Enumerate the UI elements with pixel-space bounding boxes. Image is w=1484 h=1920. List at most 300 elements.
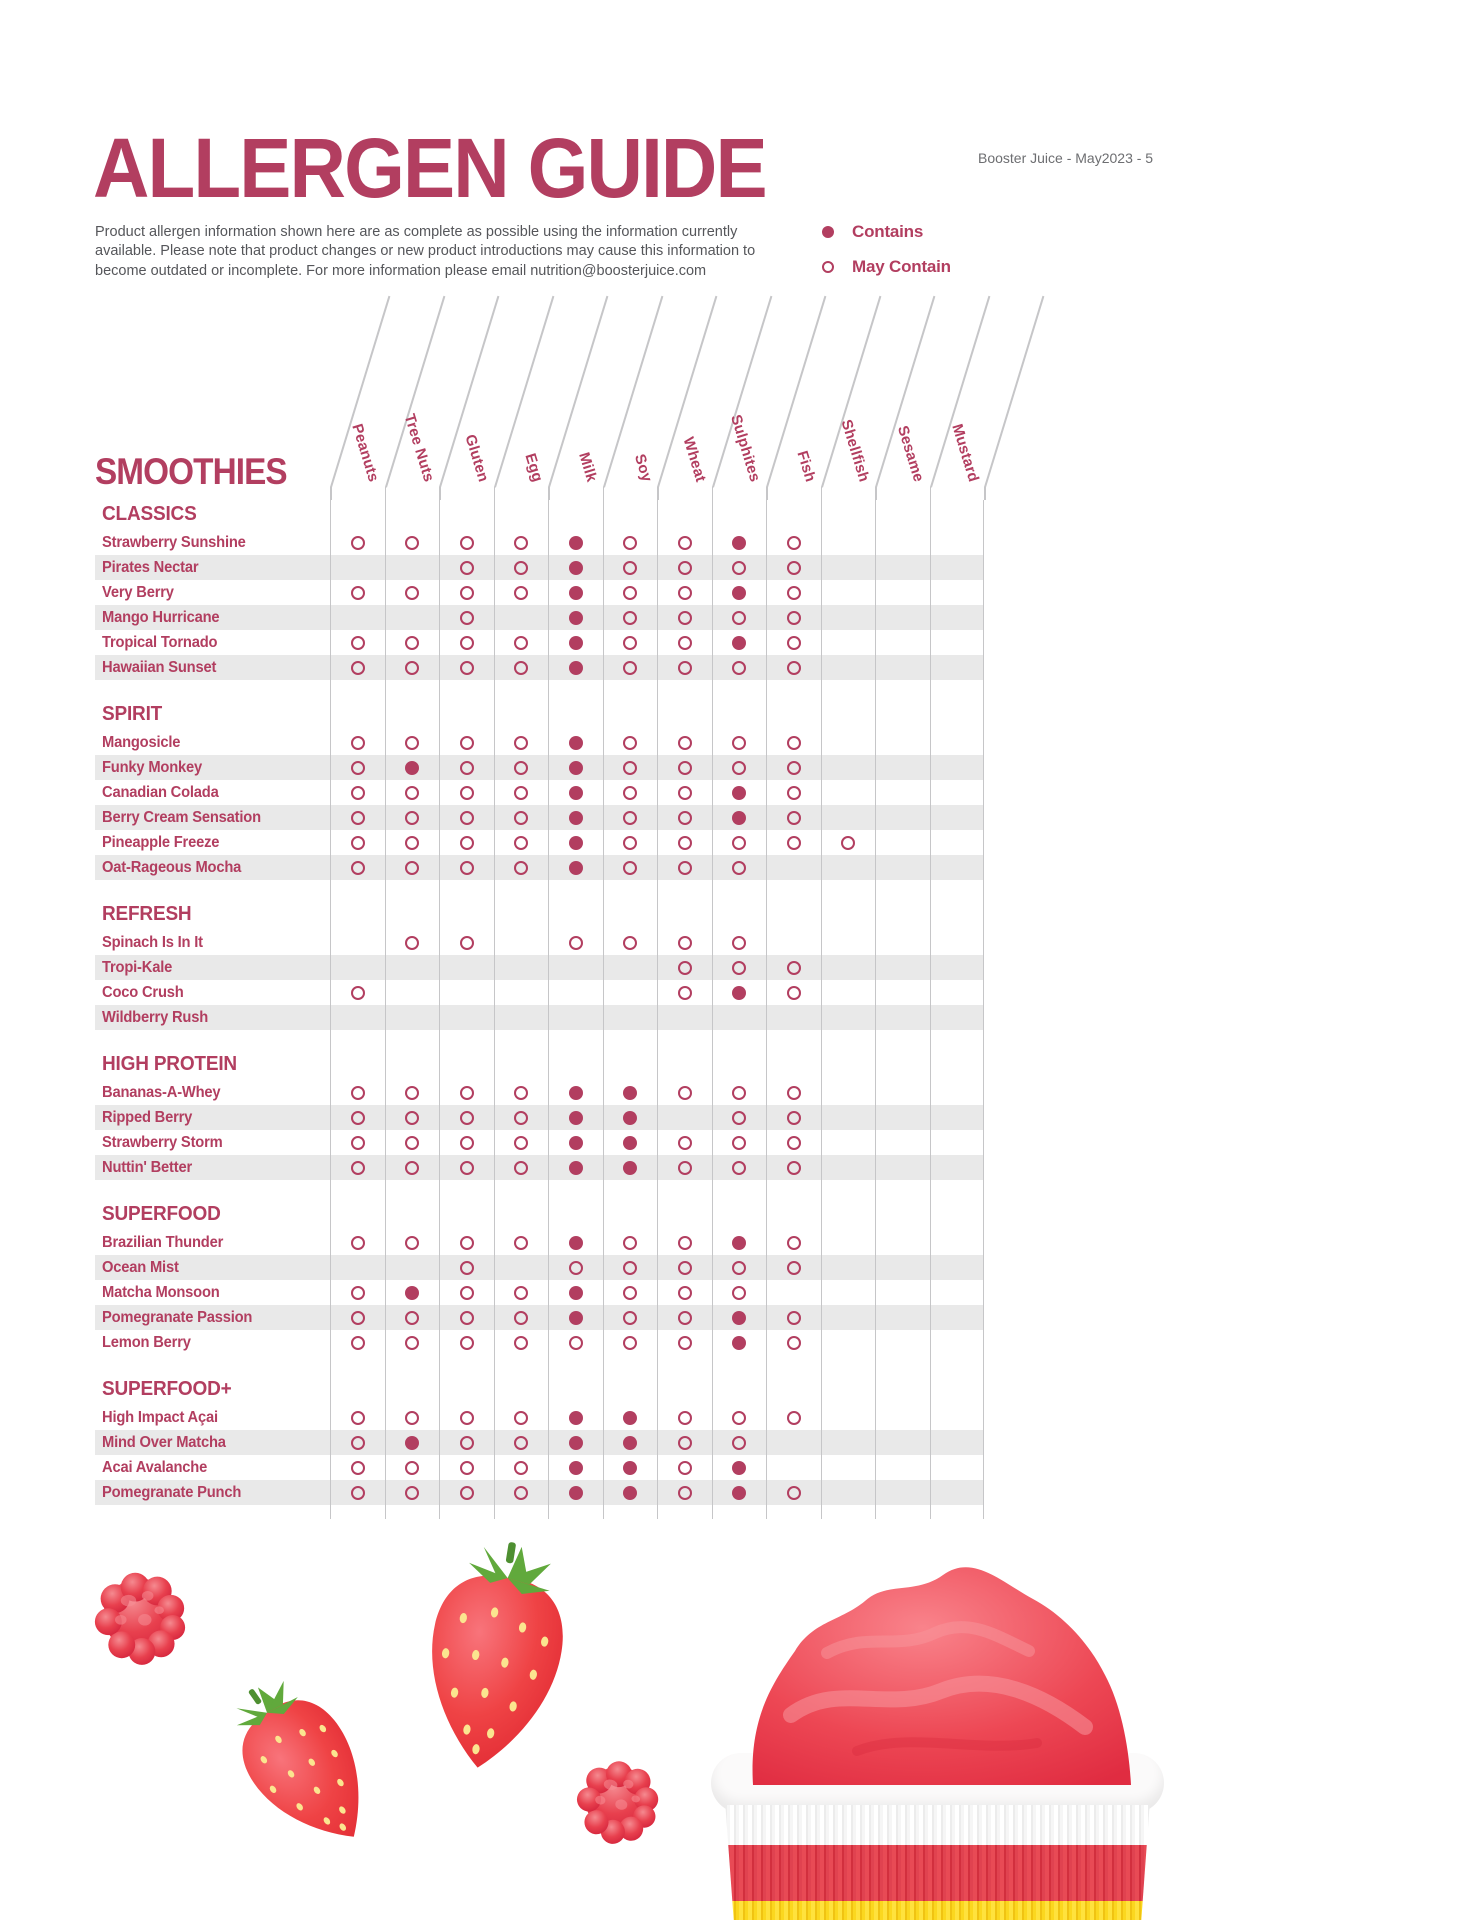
allergen-cell (330, 580, 385, 605)
allergen-cell (548, 1080, 603, 1105)
contains-icon (623, 1086, 637, 1100)
allergen-cell (930, 805, 985, 830)
allergen-cell (439, 755, 494, 780)
allergen-cell (385, 855, 440, 880)
may-contain-icon (787, 736, 801, 750)
row-label (95, 630, 330, 655)
item-name: Ripped Berry (102, 1108, 193, 1126)
allergen-cell (875, 680, 930, 730)
table-row (95, 1155, 984, 1180)
allergen-cell (330, 630, 385, 655)
allergen-cell (712, 980, 767, 1005)
allergen-cell (439, 1155, 494, 1180)
may-contain-icon (405, 861, 419, 875)
grid-line (385, 487, 387, 500)
legend-may-contain-label: May Contain (852, 257, 951, 276)
allergen-cell (930, 555, 985, 580)
allergen-cell (930, 1255, 985, 1280)
allergen-cell (494, 1255, 549, 1280)
allergen-cell (712, 1155, 767, 1180)
allergen-cell (821, 855, 876, 880)
allergen-cell (439, 1080, 494, 1105)
allergen-cell (875, 805, 930, 830)
allergen-cell (548, 730, 603, 755)
allergen-column-header (494, 285, 549, 500)
allergen-cell (930, 855, 985, 880)
row-label (95, 1105, 330, 1130)
may-contain-icon (678, 561, 692, 575)
allergen-cell (875, 630, 930, 655)
allergen-cell (875, 1230, 930, 1255)
may-contain-icon (405, 1486, 419, 1500)
allergen-cell (439, 830, 494, 855)
allergen-cell (548, 1030, 603, 1080)
allergen-cell (330, 1330, 385, 1355)
may-contain-icon (405, 1461, 419, 1475)
section-heading-label: SUPERFOOD+ (102, 1378, 232, 1400)
allergen-cell (330, 980, 385, 1005)
allergen-cell (712, 805, 767, 830)
may-contain-icon (460, 1486, 474, 1500)
may-contain-icon (514, 1436, 528, 1450)
may-contain-icon (787, 1411, 801, 1425)
may-contain-icon (460, 1411, 474, 1425)
allergen-cell (603, 1130, 658, 1155)
allergen-cell (603, 1005, 658, 1030)
allergen-cell (821, 1430, 876, 1455)
may-contain-icon (351, 986, 365, 1000)
allergen-cell (385, 1280, 440, 1305)
may-contain-icon (678, 961, 692, 975)
may-contain-icon (678, 1236, 692, 1250)
allergen-cell (712, 1255, 767, 1280)
allergen-cell (603, 830, 658, 855)
item-name: Hawaiian Sunset (102, 658, 217, 676)
allergen-cell (330, 955, 385, 980)
allergen-cell (821, 1005, 876, 1030)
section-heading-row (95, 500, 984, 530)
allergen-cell (385, 805, 440, 830)
allergen-cell (712, 655, 767, 680)
allergen-cell (875, 500, 930, 530)
allergen-cell (821, 780, 876, 805)
item-name: Brazilian Thunder (102, 1233, 224, 1251)
allergen-cell (930, 605, 985, 630)
item-name: Pomegranate Punch (102, 1483, 242, 1501)
allergen-cell (603, 980, 658, 1005)
row-label (95, 605, 330, 630)
allergen-cell (875, 755, 930, 780)
may-contain-icon (678, 786, 692, 800)
may-contain-icon (514, 1336, 528, 1350)
allergen-cell (821, 500, 876, 530)
allergen-cell (439, 980, 494, 1005)
allergen-cell (930, 655, 985, 680)
allergen-cell (548, 1180, 603, 1230)
allergen-cell (766, 730, 821, 755)
allergen-cell (494, 755, 549, 780)
allergen-cell (439, 1280, 494, 1305)
may-contain-icon (351, 1161, 365, 1175)
allergen-cell (930, 530, 985, 555)
allergen-cell (875, 730, 930, 755)
allergen-cell (603, 780, 658, 805)
allergen-cell (712, 855, 767, 880)
allergen-cell (439, 1030, 494, 1080)
section-heading-row (95, 680, 984, 730)
item-name: Nuttin' Better (102, 1158, 193, 1176)
allergen-cell (930, 980, 985, 1005)
allergen-cell (657, 880, 712, 930)
allergen-cell (821, 680, 876, 730)
allergen-cell (712, 1305, 767, 1330)
allergen-cell (766, 1255, 821, 1280)
allergen-cell (494, 1130, 549, 1155)
row-label (95, 530, 330, 555)
contains-icon (623, 1136, 637, 1150)
allergen-cell (385, 730, 440, 755)
allergen-cell (330, 1080, 385, 1105)
may-contain-icon (514, 636, 528, 650)
may-contain-icon (460, 536, 474, 550)
allergen-cell (821, 1155, 876, 1180)
allergen-cell (712, 630, 767, 655)
allergen-cell (603, 680, 658, 730)
allergen-column-header (930, 285, 985, 500)
row-label (95, 1455, 330, 1480)
contains-icon (732, 1461, 746, 1475)
may-contain-icon (623, 661, 637, 675)
section-heading (95, 680, 330, 730)
grid-line (657, 487, 659, 500)
allergen-cell (875, 955, 930, 980)
allergen-cell (875, 555, 930, 580)
cup-red-band (721, 1845, 1154, 1901)
may-contain-icon (405, 1136, 419, 1150)
row-label (95, 580, 330, 605)
allergen-cell (875, 980, 930, 1005)
may-contain-icon (405, 661, 419, 675)
allergen-cell (766, 655, 821, 680)
allergen-cell (712, 1505, 767, 1519)
allergen-cell (603, 855, 658, 880)
allergen-cell (766, 1030, 821, 1080)
item-name: Strawberry Sunshine (102, 533, 246, 551)
allergen-cell (548, 1455, 603, 1480)
allergen-cell (930, 630, 985, 655)
allergen-column-label: Gluten (461, 432, 492, 484)
contains-icon (569, 811, 583, 825)
allergen-cell (330, 730, 385, 755)
may-contain-icon (514, 811, 528, 825)
grid-line (766, 487, 768, 500)
may-contain-icon (514, 1236, 528, 1250)
row-label (95, 1330, 330, 1355)
allergen-cell (548, 955, 603, 980)
may-contain-icon (787, 836, 801, 850)
allergen-cell (494, 1230, 549, 1255)
may-contain-icon (787, 1086, 801, 1100)
contains-icon (569, 786, 583, 800)
allergen-cell (766, 630, 821, 655)
row-label (95, 1280, 330, 1305)
item-name: Ocean Mist (102, 1258, 179, 1276)
item-name: Coco Crush (102, 983, 184, 1001)
allergen-cell (439, 530, 494, 555)
allergen-cell (494, 730, 549, 755)
allergen-cell (330, 880, 385, 930)
may-contain-icon (678, 1261, 692, 1275)
row-label (95, 655, 330, 680)
allergen-cell (548, 555, 603, 580)
allergen-cell (439, 1355, 494, 1405)
allergen-cell (548, 805, 603, 830)
allergen-cell (930, 1230, 985, 1255)
contains-icon (569, 761, 583, 775)
allergen-cell (657, 530, 712, 555)
allergen-cell (330, 1480, 385, 1505)
may-contain-icon (405, 786, 419, 800)
table-row (95, 1430, 984, 1455)
allergen-cell (875, 1330, 930, 1355)
allergen-cell (603, 1080, 658, 1105)
item-name: Spinach Is In It (102, 933, 203, 951)
allergen-cell (766, 930, 821, 955)
allergen-cell (930, 755, 985, 780)
allergen-column-label: Fish (792, 448, 819, 484)
allergen-column-header (439, 285, 494, 500)
allergen-cell (712, 930, 767, 955)
grid-line-end (984, 285, 1039, 500)
allergen-cell (385, 955, 440, 980)
allergen-cell (330, 1355, 385, 1405)
allergen-cell (875, 1155, 930, 1180)
allergen-cell (766, 500, 821, 530)
allergen-cell (657, 1180, 712, 1230)
allergen-cell (494, 780, 549, 805)
may-contain-icon (460, 661, 474, 675)
may-contain-icon (623, 1286, 637, 1300)
allergen-cell (603, 1255, 658, 1280)
allergen-cell (385, 605, 440, 630)
table-row (95, 780, 984, 805)
item-name: Bananas-A-Whey (102, 1083, 221, 1101)
allergen-cell (439, 605, 494, 630)
may-contain-icon (405, 536, 419, 550)
allergen-cell (657, 555, 712, 580)
allergen-cell (330, 655, 385, 680)
allergen-cell (494, 1005, 549, 1030)
may-contain-icon (678, 836, 692, 850)
allergen-cell (712, 1405, 767, 1430)
allergen-column-header (657, 285, 712, 500)
allergen-cell (766, 830, 821, 855)
item-name: Wildberry Rush (102, 1008, 209, 1026)
allergen-cell (821, 1505, 876, 1519)
allergen-cell (330, 680, 385, 730)
may-contain-icon (732, 1111, 746, 1125)
allergen-cell (385, 1230, 440, 1255)
allergen-cell (330, 830, 385, 855)
allergen-cell (494, 1355, 549, 1405)
allergen-cell (766, 530, 821, 555)
allergen-cell (875, 1280, 930, 1305)
item-name: Funky Monkey (102, 758, 203, 776)
allergen-cell (821, 930, 876, 955)
may-contain-icon (678, 986, 692, 1000)
allergen-cell (821, 1130, 876, 1155)
may-contain-icon (514, 786, 528, 800)
allergen-cell (548, 880, 603, 930)
item-name: Tropical Tornado (102, 633, 218, 651)
may-contain-icon (623, 611, 637, 625)
allergen-cell (385, 1105, 440, 1130)
allergen-cell (603, 955, 658, 980)
grid-line (603, 487, 605, 500)
allergen-cell (548, 1230, 603, 1255)
grid-line (712, 487, 714, 500)
may-contain-icon (405, 836, 419, 850)
row-label (95, 1255, 330, 1280)
allergen-cell (930, 1430, 985, 1455)
raspberry-image (92, 1562, 188, 1668)
allergen-cell (439, 555, 494, 580)
may-contain-icon (732, 861, 746, 875)
table-row (95, 1455, 984, 1480)
allergen-cell (875, 830, 930, 855)
allergen-cell (657, 1080, 712, 1105)
allergen-cell (766, 555, 821, 580)
allergen-cell (657, 1355, 712, 1405)
allergen-cell (548, 755, 603, 780)
allergen-cell (657, 1105, 712, 1130)
allergen-cell (712, 1480, 767, 1505)
allergen-cell (821, 1030, 876, 1080)
row-label (95, 980, 330, 1005)
allergen-cell (494, 1430, 549, 1455)
may-contain-icon (460, 561, 474, 575)
may-contain-icon (460, 786, 474, 800)
allergen-cell (385, 1405, 440, 1430)
allergen-cell (821, 1180, 876, 1230)
may-contain-icon (623, 1261, 637, 1275)
allergen-header-row (95, 285, 984, 500)
allergen-cell (930, 1280, 985, 1305)
allergen-cell (494, 930, 549, 955)
allergen-cell (712, 680, 767, 730)
allergen-cell (875, 530, 930, 555)
allergen-cell (766, 780, 821, 805)
table-row (95, 1305, 984, 1330)
section-heading (95, 1355, 330, 1405)
may-contain-icon (569, 936, 583, 950)
allergen-cell (439, 630, 494, 655)
allergen-table-body (95, 500, 984, 1519)
may-contain-icon (623, 811, 637, 825)
allergen-column-header (875, 285, 930, 500)
allergen-cell (330, 1505, 385, 1519)
may-contain-icon (787, 661, 801, 675)
section-heading (95, 1030, 330, 1080)
may-contain-icon (405, 586, 419, 600)
allergen-cell (330, 1405, 385, 1430)
allergen-cell (385, 1255, 440, 1280)
allergen-cell (657, 1305, 712, 1330)
may-contain-icon (787, 786, 801, 800)
allergen-cell (766, 1305, 821, 1330)
may-contain-icon (841, 836, 855, 850)
allergen-cell (930, 580, 985, 605)
may-contain-icon (351, 1236, 365, 1250)
allergen-cell (766, 1355, 821, 1405)
allergen-cell (712, 1180, 767, 1230)
may-contain-icon (678, 536, 692, 550)
allergen-column-header (603, 285, 658, 500)
allergen-cell (494, 580, 549, 605)
strawberry-image (393, 1519, 597, 1804)
allergen-cell (603, 730, 658, 755)
may-contain-icon (405, 1336, 419, 1350)
contains-icon (569, 1136, 583, 1150)
allergen-cell (494, 880, 549, 930)
may-contain-icon (514, 1286, 528, 1300)
allergen-cell (603, 1405, 658, 1430)
allergen-cell (875, 1305, 930, 1330)
allergen-cell (875, 1480, 930, 1505)
allergen-cell (657, 1005, 712, 1030)
allergen-cell (766, 1405, 821, 1430)
allergen-cell (330, 1255, 385, 1280)
may-contain-icon (460, 1236, 474, 1250)
table-row (95, 1130, 984, 1155)
item-name: Canadian Colada (102, 783, 219, 801)
allergen-cell (821, 830, 876, 855)
allergen-cell (657, 930, 712, 955)
allergen-cell (385, 1480, 440, 1505)
allergen-cell (385, 630, 440, 655)
may-contain-icon (732, 1086, 746, 1100)
contains-icon (569, 1311, 583, 1325)
allergen-cell (494, 1480, 549, 1505)
allergen-cell (603, 805, 658, 830)
allergen-cell (494, 530, 549, 555)
section-heading-row (95, 880, 984, 930)
allergen-cell (821, 1455, 876, 1480)
row-label (95, 1130, 330, 1155)
allergen-cell (385, 1305, 440, 1330)
allergen-cell (657, 580, 712, 605)
contains-icon (569, 561, 583, 575)
may-contain-icon (732, 761, 746, 775)
allergen-cell (330, 1430, 385, 1455)
item-name: Strawberry Storm (102, 1133, 223, 1151)
item-name: Mangosicle (102, 733, 181, 751)
item-name: Acai Avalanche (102, 1458, 208, 1476)
table-row (95, 930, 984, 955)
allergen-cell (657, 730, 712, 755)
allergen-cell (330, 1105, 385, 1130)
may-contain-icon (623, 761, 637, 775)
may-contain-icon (678, 1161, 692, 1175)
allergen-cell (930, 880, 985, 930)
table-row (95, 555, 984, 580)
allergen-cell (548, 830, 603, 855)
may-contain-icon (787, 811, 801, 825)
allergen-cell (766, 805, 821, 830)
table-row (95, 1080, 984, 1105)
may-contain-icon (514, 1161, 528, 1175)
allergen-cell (548, 1405, 603, 1430)
